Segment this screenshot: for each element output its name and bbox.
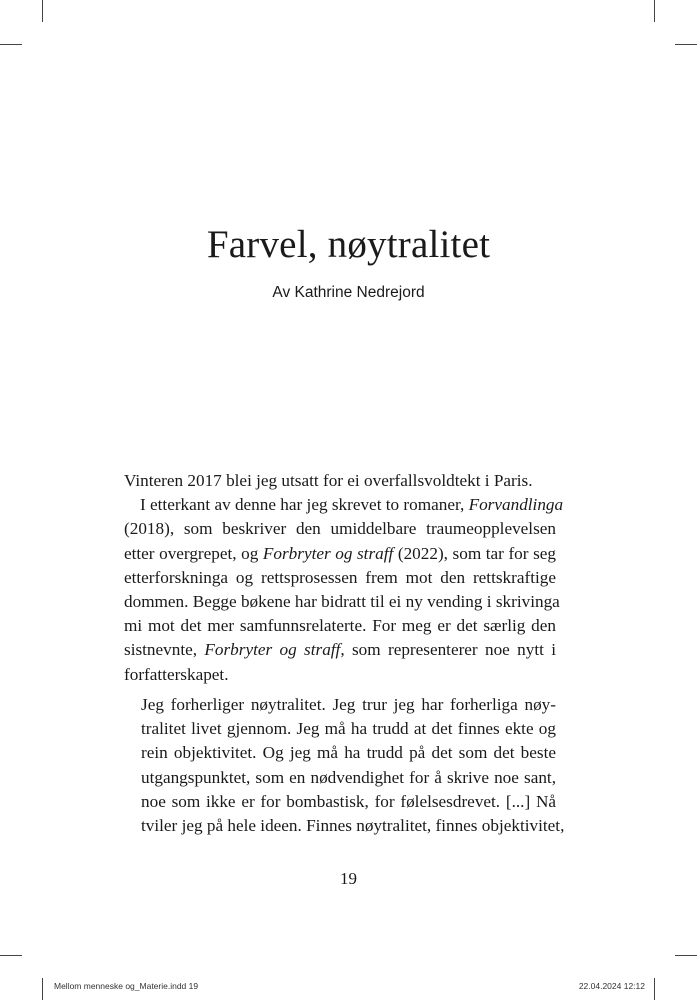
page-number: 19 <box>340 869 357 888</box>
quote-line: tviler jeg på hele ideen. Finnes nøytralitet, finnes objektivitet, <box>141 816 565 836</box>
paragraph-2-line-6: mi mot det mer samfunnsrelaterte. For meg er det særlig den <box>124 616 556 636</box>
book-title-forvandlinga: Forvandlinga <box>468 495 564 515</box>
paragraph-2-line-1: I etterkant av denne har jeg skrevet to romaner, Forvandlinga <box>140 495 564 515</box>
book-title-forbryter-og-straff-2: Forbryter og straff <box>204 640 341 660</box>
quote-line: utgangspunktet, som en nødvendighet for å skrive noe sant, <box>141 767 556 787</box>
paragraph-2-line-8: forfatterskapet. <box>124 664 229 684</box>
paragraph-2-line-5: dommen. Begge bøkene har bidratt til ei ny vending i skrivinga <box>124 592 560 612</box>
block-quote <box>141 693 565 838</box>
book-title-forbryter-og-straff: Forbryter og straff <box>262 543 394 563</box>
crop-mark-right-top <box>675 44 697 45</box>
print-slug-date: 22.04.2024 12:12 <box>578 981 645 991</box>
paragraph-1: Vinteren 2017 blei jeg utsatt for ei overfallsvoldtekt i Paris. <box>124 471 533 490</box>
print-slug-file: Mellom menneske og_Materie.indd 19 <box>54 981 199 991</box>
crop-mark-bottom-left <box>42 978 43 1000</box>
crop-mark-top-right <box>654 0 655 22</box>
author-byline: Av Kathrine Nedrejord <box>272 284 425 301</box>
chapter-title: Farvel, nøytralitet <box>206 223 491 266</box>
paragraph-2-line-3: etter overgrepet, og Forbryter og straff (2022), som tar for seg <box>124 543 556 563</box>
crop-mark-top-left <box>42 0 43 22</box>
quote-line: tralitet livet gjennom. Jeg må ha trudd at det finnes ekte og <box>141 719 556 739</box>
crop-mark-bottom-right <box>654 978 655 1000</box>
quote-line: rein objektivitet. Og jeg må ha trudd på det som det beste <box>141 743 556 763</box>
paragraph-2-line-2: (2018), som beskriver den umiddelbare traumeopplevelsen <box>124 519 556 539</box>
crop-mark-left-top <box>0 44 22 45</box>
quote-line: Jeg forherliger nøytralitet. Jeg trur jeg har forherliga nøy- <box>141 695 556 714</box>
crop-mark-left-bottom <box>0 955 22 956</box>
body-paragraphs <box>124 469 564 687</box>
paragraph-2-line-4: etterforskninga og rettsprosessen frem mot den rettskraftige <box>124 567 556 587</box>
quote-line: noe som ikke er for bombastisk, for følelsesdrevet. [...] Nå <box>141 791 556 811</box>
paragraph-2-line-7: sistnevnte, Forbryter og straff, som representerer noe nytt i <box>124 640 556 660</box>
crop-mark-right-bottom <box>675 955 697 956</box>
